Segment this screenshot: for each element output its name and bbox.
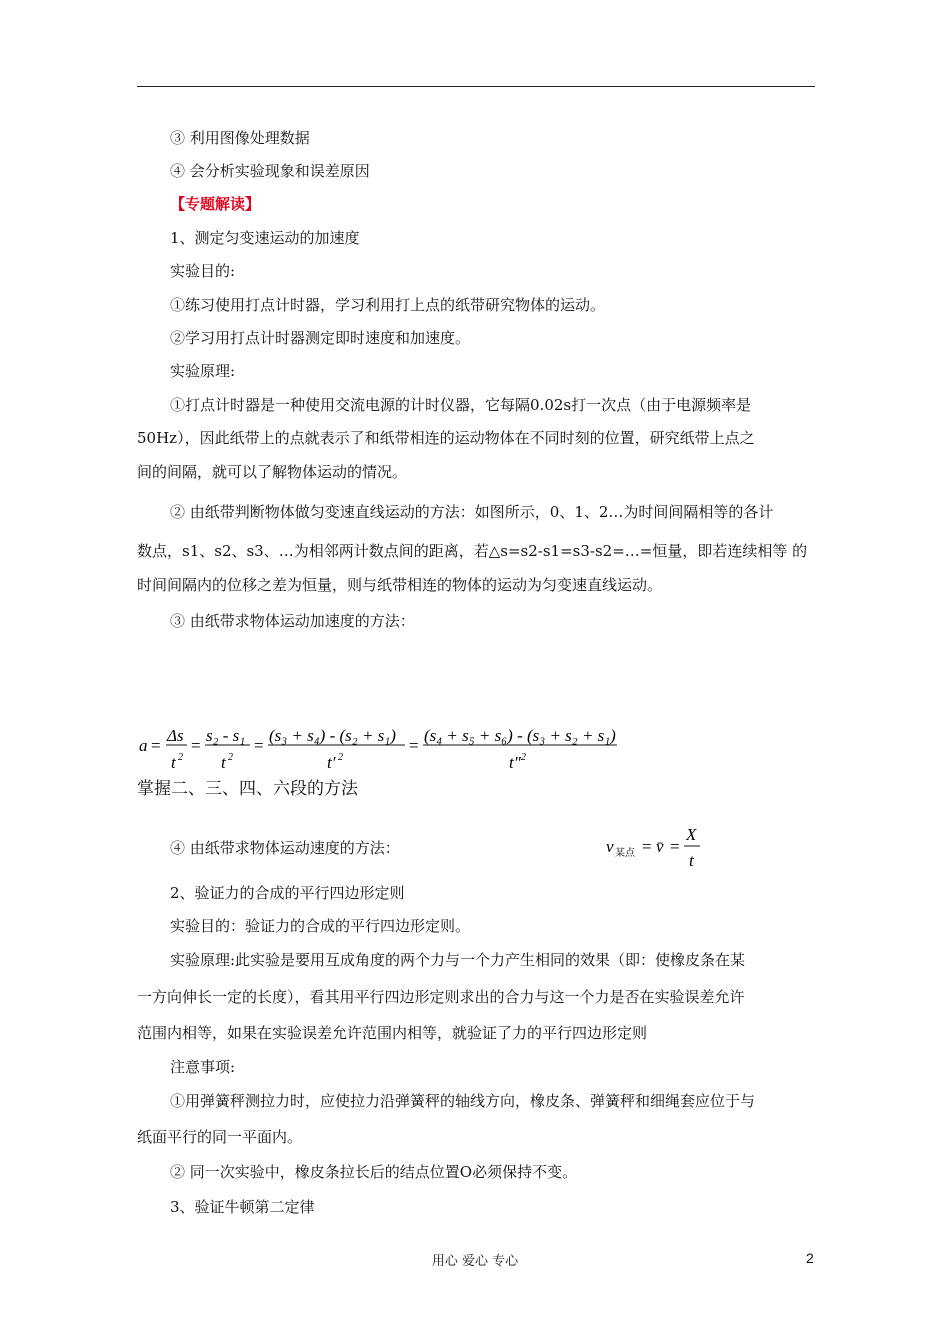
formula-t-dprime: t″ [509, 753, 521, 772]
page-footer: 用心 爱心 专心 [431, 1254, 519, 1269]
text-line: 数点，s1、s2、s3、…为相邻两计数点间的距离，若△s=s2-s1=s3-s2=…=恒量，即若连续相等 的 [137, 542, 808, 560]
formula-t: t [171, 753, 176, 772]
text-line: 间的间隔，就可以了解物体运动的情况。 [137, 463, 408, 481]
formula-X: X [686, 825, 697, 844]
formula-sq: 2 [178, 752, 183, 763]
formula-sub: 某点 [615, 848, 635, 859]
formula-eq: = [191, 736, 201, 755]
formula-num-2: s₂ - s₁ [206, 726, 246, 745]
text-line: 注意事项: [170, 1058, 236, 1076]
formula-sq: 2 [338, 752, 343, 763]
formula-t-prime: t′ [327, 753, 336, 772]
text-line: ③ 由纸带求物体运动加速度的方法： [170, 612, 415, 630]
text-line: 实验原理:此实验是要用互成角度的两个力与一个力产生相同的效果（即：使橡皮条在某 [170, 951, 746, 969]
text-line: ①打点计时器是一种使用交流电源的计时仪器，它每隔0.02s打一次点（由于电源频率是 [170, 396, 752, 414]
formula-num-3: (s₃ + s₄) - (s₂ + s₁) [269, 726, 396, 745]
formula-sq: 2 [521, 752, 526, 763]
velocity-formula [604, 824, 714, 872]
text-line: ④ 由纸带求物体运动速度的方法： [170, 839, 400, 857]
formula-eq: = [409, 736, 419, 755]
formula-eq: = [670, 837, 680, 856]
text-line: 2、验证力的合成的平行四边形定则 [170, 884, 405, 902]
formula-delta-s: Δs [167, 726, 184, 745]
text-line: 实验目的: [170, 262, 236, 280]
formula-a: a [139, 736, 148, 755]
text-line: ② 同一次实验中，橡皮条拉长后的结点位置O必须保持不变。 [170, 1163, 578, 1181]
text-line: 纸面平行的同一平面内。 [137, 1128, 303, 1146]
text-line: 1、测定匀变速运动的加速度 [170, 229, 360, 247]
formula-v: v [606, 837, 614, 856]
text-line: 范围内相等，如果在实验误差允许范围内相等，就验证了力的平行四边形定则 [137, 1024, 648, 1042]
text-line: 一方向伸长一定的长度），看其用平行四边形定则求出的合力与这一个力是否在实验误差允许 [137, 988, 745, 1006]
header-rule [137, 86, 815, 87]
section-heading: 【专题解读】 [170, 195, 261, 213]
text-line: 50Hz），因此纸带上的点就表示了和纸带相连的运动物体在不同时刻的位置，研究纸带上点之 [137, 429, 755, 447]
acceleration-formula [137, 724, 637, 780]
formula-t: t [221, 753, 226, 772]
text-line: 实验目的：验证力的合成的平行四边形定则。 [170, 917, 471, 935]
text-line: ④ 会分析实验现象和误差原因 [170, 162, 370, 180]
formula-eq: = [642, 837, 652, 856]
text-line: 掌握二、三、四、六段的方法 [137, 779, 358, 799]
text-line: ② 由纸带判断物体做匀变速直线运动的方法：如图所示，0、1、2…为时间间隔相等的各计 [170, 503, 774, 521]
formula-eq: = [254, 736, 264, 755]
formula-t: t [689, 851, 694, 870]
page-number: 2 [806, 1250, 814, 1266]
formula-num-4: (s₄ + s₅ + s₆) - (s₃ + s₂ + s₁) [424, 726, 616, 745]
formula-eq: = [151, 736, 161, 755]
text-line: 实验原理: [170, 362, 236, 380]
text-line: ①练习使用打点计时器，学习利用打上点的纸带研究物体的运动。 [170, 296, 606, 314]
text-line: 时间间隔内的位移之差为恒量，则与纸带相连的物体的运动为匀变速直线运动。 [137, 576, 663, 594]
text-line: ①用弹簧秤测拉力时，应使拉力沿弹簧秤的轴线方向，橡皮条、弹簧秤和细绳套应位于与 [170, 1092, 756, 1110]
formula-vbar: v̄ [656, 837, 664, 856]
text-line: ②学习用打点计时器测定即时速度和加速度。 [170, 329, 471, 347]
formula-sq: 2 [228, 752, 233, 763]
text-line: 3、验证牛顿第二定律 [170, 1198, 315, 1216]
text-line: ③ 利用图像处理数据 [170, 129, 310, 147]
